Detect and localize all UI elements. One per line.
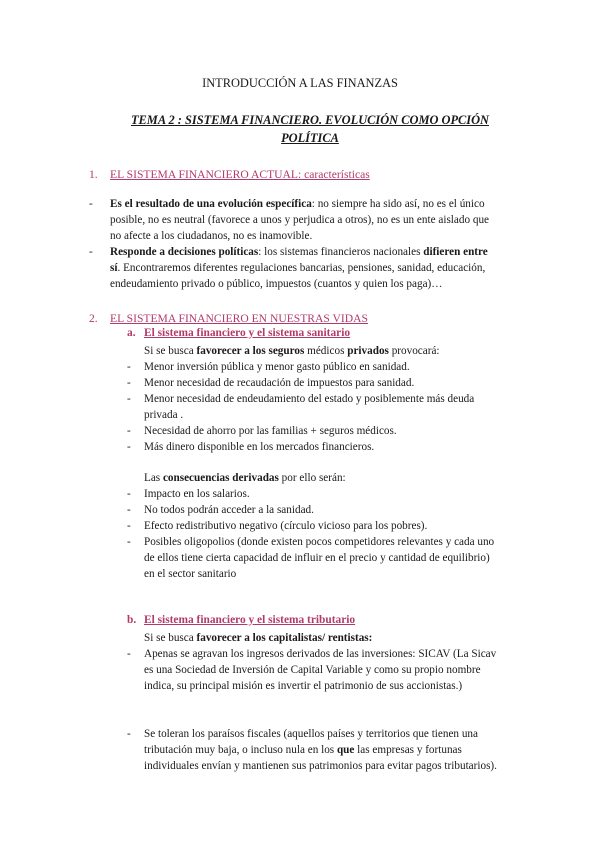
item-text: : los sistemas financieros nacionales xyxy=(258,246,424,258)
section-number: 2. xyxy=(89,312,98,325)
item-text: Se toleran los paraísos fiscales (aquellos países y territorios que tienen una xyxy=(144,728,478,740)
item-text: Menor necesidad de recaudación de impuestos para sanidad. xyxy=(144,377,415,389)
bullet-dash: - xyxy=(89,198,93,210)
document-title: INTRODUCCIÓN A LAS FINANZAS xyxy=(202,76,398,90)
item-emphasis: Es el resultado de una evolución específica xyxy=(110,198,312,210)
subsection-a-intro: Si se busca favorecer a los seguros médicos privados provocará: xyxy=(144,345,440,357)
item-text: Apenas se agravan los ingresos derivados de las inversiones: SICAV (La Sicav xyxy=(144,648,497,660)
document-subtitle xyxy=(110,111,510,147)
item-emphasis: sí xyxy=(110,261,118,274)
consequences-intro: Las consecuencias derivadas por ello serán: xyxy=(144,472,346,484)
item-text: privada . xyxy=(144,408,184,421)
subsection-letter: a. xyxy=(127,327,136,339)
section-title: EL SISTEMA FINANCIERO ACTUAL: características xyxy=(110,168,370,181)
subsection-b-intro: Si se busca favorecer a los capitalistas/ rentistas: xyxy=(144,632,373,644)
item-text: no afecte a los ciudadanos, no es inamovible. xyxy=(110,229,313,242)
subsection-a-heading xyxy=(127,327,487,343)
item-emphasis: Responde a decisiones políticas xyxy=(110,246,259,258)
subsection-b-heading xyxy=(127,614,487,630)
item-text: Impacto en los salarios. xyxy=(144,488,250,500)
item-text: de ellos tiene cierta capacidad de influir en el precio y cantidad de equilibrio) xyxy=(144,551,490,564)
item-text: endeudamiento privado o público, impuestos (cuantos y quien los paga)… xyxy=(110,277,443,290)
item-text: No todos podrán acceder a la sanidad. xyxy=(144,504,314,516)
item-text: es una Sociedad de Inversión de Capital Variable y como su propio nombre xyxy=(144,663,481,676)
subtitle-line-1: TEMA 2 : SISTEMA FINANCIERO. EVOLUCIÓN COMO OPCIÓN xyxy=(130,113,490,127)
item-text: : no siempre ha sido así, no es el único xyxy=(311,198,485,210)
item-text: indica, su principal misión es invertir el patrimonio de sus accionistas.) xyxy=(144,679,463,692)
item-text: Posibles oligopolios (donde existen pocos competidores relevantes y cada uno xyxy=(144,536,495,548)
item-text: Efecto redistributivo negativo (círculo vicioso para los pobres). xyxy=(144,520,428,532)
bullet-dash: - xyxy=(89,246,93,258)
subtitle-line-2: POLÍTICA xyxy=(281,131,339,145)
item-text: posible, no es neutral (favorece a unos y perjudica a otros), no es un ente aislado que xyxy=(110,213,490,226)
item-text: . Encontraremos diferentes regulaciones bancarias, pensiones, sanidad, educación, xyxy=(117,261,486,274)
item-text: Necesidad de ahorro por las familias + seguros médicos. xyxy=(144,425,397,437)
subsection-title: El sistema financiero y el sistema tributario xyxy=(144,614,356,626)
section-title: EL SISTEMA FINANCIERO EN NUESTRAS VIDAS xyxy=(110,312,368,325)
item-text: Más dinero disponible en los mercados financieros. xyxy=(144,441,375,453)
item-emphasis: difieren entre xyxy=(423,246,488,258)
subsection-letter: b. xyxy=(127,614,137,626)
item-text: en el sector sanitario xyxy=(144,567,237,580)
item-text: Menor necesidad de endeudamiento del estado y posiblemente más deuda xyxy=(144,393,475,405)
section-2-heading xyxy=(89,312,489,328)
subsection-title: El sistema financiero y el sistema sanitario xyxy=(144,327,351,339)
item-text: Menor inversión pública y menor gasto público en sanidad. xyxy=(144,361,410,373)
item-text: individuales envían y mantienen sus patrimonios para evitar pagos tributarios). xyxy=(144,759,497,772)
section-1-heading xyxy=(89,168,489,184)
section-number: 1. xyxy=(89,168,98,181)
